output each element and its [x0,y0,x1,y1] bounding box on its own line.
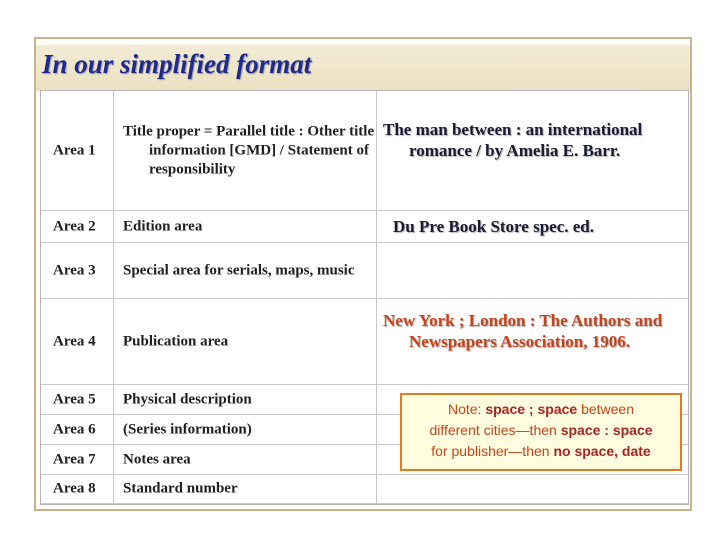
area-description: (Series information) [123,421,252,437]
area-label: Area 6 [53,421,96,437]
table-row [41,475,688,504]
note-between: between [581,401,635,417]
note-for-publisher: for publisher—then [431,443,550,459]
area-label: Area 7 [53,451,96,467]
table-row [41,91,688,211]
area-label: Area 2 [53,218,96,234]
area-description: Standard number [123,480,238,497]
note-callout [400,393,682,471]
area-label: Area 1 [53,142,96,158]
slide-title [42,49,311,80]
note-space-colon-space: space : space [560,422,653,438]
area-description: Title proper = Parallel title : Other title information [GMD] / Statement of responsibility [123,123,375,177]
area-example: Du Pre Book Store spec. ed. [393,217,595,236]
area-example: The man between : an international romance / by Amelia E. Barr. [383,120,643,160]
note-no-space-date: no space, date [553,443,651,459]
area-description: Special area for serials, maps, music [123,262,355,278]
column-divider [376,91,377,504]
area-label: Area 3 [53,262,96,278]
area-example: New York ; London : The Authors and Newspapers Association, 1906. [383,311,663,351]
table-row [41,299,688,385]
table-row [41,243,688,299]
area-description: Notes area [123,451,191,467]
note-label: Note: [447,401,482,417]
column-divider [113,91,114,504]
note-space-semicolon-space: space ; space [485,401,578,417]
title-rest: our simplified format [74,49,312,79]
area-description: Publication area [123,333,229,349]
area-label: Area 8 [53,480,96,497]
title-prefix: In [42,49,68,79]
area-description: Physical description [123,391,252,407]
area-label: Area 5 [53,391,96,407]
table-row [41,211,688,243]
area-label: Area 4 [53,333,96,349]
note-different-cities: different cities—then [429,422,557,438]
area-description: Edition area [123,218,203,234]
